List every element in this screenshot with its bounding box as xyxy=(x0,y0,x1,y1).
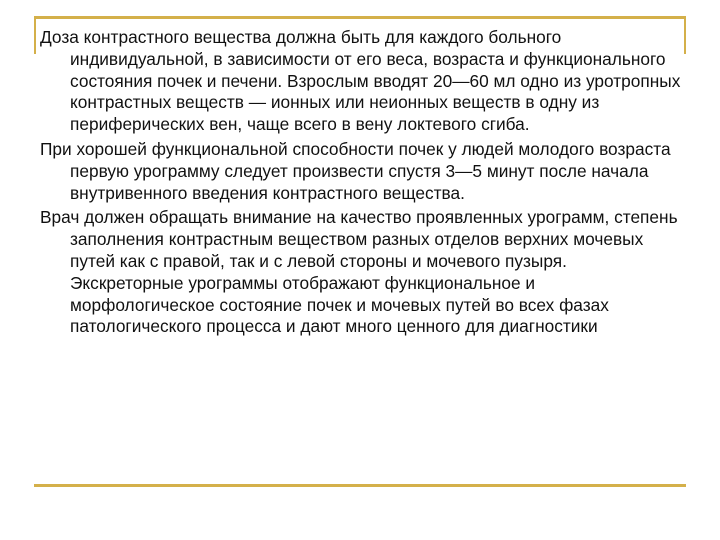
bottom-border-line xyxy=(34,484,686,487)
top-border-line xyxy=(34,16,686,19)
paragraph-quality: Врач должен обращать внимание на качество проявленных урограмм, степень заполнения контрастным веществом разных отделов верхних мочевых путей как с правой, так и с левой стороны и мочевого пузыря. Экскреторные урограммы отображают функциональное и морфологическое состояние почек и мочевых путей во всех фазах патологического процесса и дают много ценного для диагностики xyxy=(40,207,678,337)
slide-body xyxy=(40,27,682,341)
paragraph-first-urogram: При хорошей функциональной способности почек у людей молодого возраста первую урограмму следует произвести спустя 3—5 минут после начала внутривенного введения контрастного вещества. xyxy=(40,138,671,203)
left-border-line xyxy=(34,16,36,54)
paragraph-dose: Доза контрастного вещества должна быть для каждого больного индивидуальной, в зависимости от его веса, возраста и функционального состояния почек и печени. Взрослым вводят 20—60 мл одно из уротропных контрастных веществ — ионных или неионных веществ в одну из периферических вен, чаще всего в вену локтевого сгиба. xyxy=(40,27,681,135)
right-border-line xyxy=(684,16,686,54)
